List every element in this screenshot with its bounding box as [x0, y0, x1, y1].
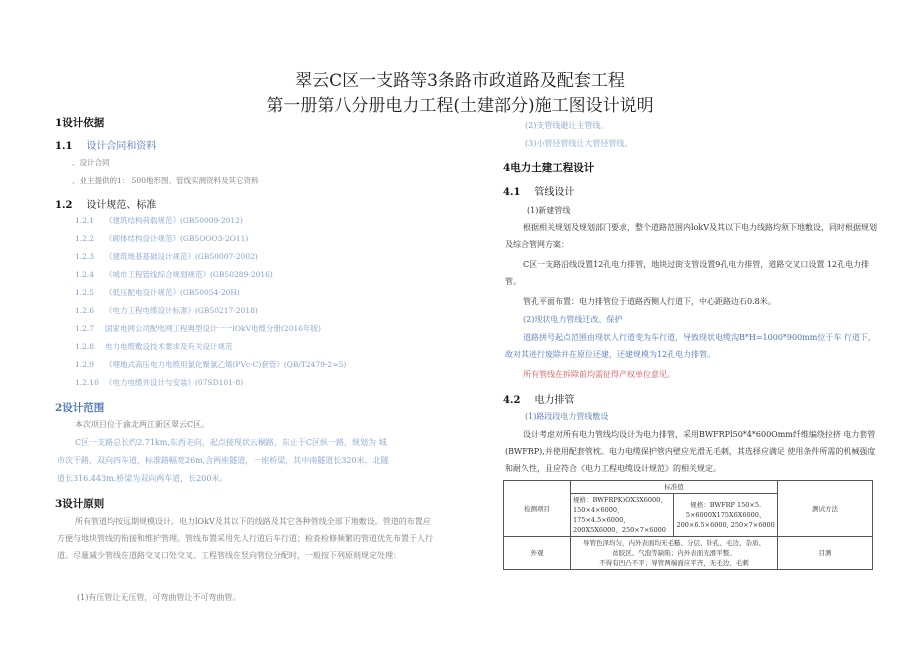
standard-item — [75, 269, 273, 280]
section-4-1-paragraph-4: 道路拼号起点范围由现状人行道变为车行道，导致现状电缆沟B*H=1000*900mm位于车 行道下，故对其进行废除并在原位还建，还建规模为12孔电力排管。 — [505, 333, 876, 359]
table-cell-standard — [571, 537, 778, 570]
section-1-heading: 1设计依据 — [55, 117, 105, 129]
section-4-1-paragraph-1: 根据相关规划及规划部门要求，整个道路范围内lokV及其以下电力线路均须下地敷设，同时根据规划及综合管网方案： — [505, 223, 877, 249]
standard-item — [75, 377, 243, 388]
section-4-heading: 4电力土建工程设计 — [503, 162, 595, 174]
section-1-2-number: 1.2 — [55, 200, 73, 211]
relocation-label: (2)现状电力管线迁改、保护 — [523, 315, 623, 324]
table-header-method: 测试方法 — [777, 481, 872, 537]
section-1-1-number: 1.1 — [55, 141, 73, 152]
appearance-line-1: 导管色泽均匀，内外表面均无毛糙、分层、针孔、毛边、杂质、 — [582, 539, 765, 547]
standard-text: 《砌体结构设计规范》(GB5OOO3-2O11) — [105, 234, 249, 243]
principle-2: (2)支管线避让主管线。 — [525, 121, 609, 130]
section-1-2-heading — [55, 196, 156, 211]
section-3-paragraph: 所有管道均按远期规模设计。电力lOkV及其以下的线路及其它各种管线全部下地敷设。管道的布置应方便与地块管线的衔接和维护管理。管线布置采用先人行道后车行道；检查检修频繁的管道优先布置于人行道。尽量减少管线在道路交叉口处交叉。工程管线在竖向管位分配时，一般按下列原则规定处理： — [57, 517, 433, 560]
standard-text: 《城市工程管线综合规划规范》(GB50289-2016) — [105, 270, 273, 279]
standard-text: 国家电网公司配电网工程典型设计一一lOkV电缆分册(2016年版) — [105, 324, 321, 333]
section-4-1-number: 4.1 — [503, 187, 521, 198]
section-1-1-heading — [55, 137, 156, 152]
table-cell-method: 目测 — [777, 537, 872, 570]
standard-number: 1.2.8 — [75, 342, 95, 351]
survey-data-item: 、业主提供的1： 500地形图、管线实测资料及其它资料 — [72, 176, 259, 185]
section-1-2-title: 设计规范、标准 — [86, 200, 157, 211]
standard-text: 《低压配电设计规范》(GB50054-20H) — [105, 288, 240, 297]
section-3-heading: 3设计原则 — [55, 498, 105, 510]
contract-item: 、设计合同 — [72, 158, 110, 167]
section-4-2-number: 4.2 — [503, 395, 521, 406]
standard-number: 1.2.3 — [75, 252, 95, 261]
standard-item — [75, 287, 240, 298]
table-header-standard: 标准值 — [571, 481, 778, 494]
section-1-1-title: 设计合同和资料 — [86, 141, 157, 152]
standard-item — [75, 305, 258, 316]
standard-number: 1.2.4 — [75, 270, 95, 279]
new-pipeline-label: (1)新建管线 — [527, 206, 571, 215]
section-4-2-item-1: (1)路段段电力管线敷设 — [525, 412, 609, 421]
standard-item — [75, 215, 243, 226]
standard-item — [75, 323, 321, 334]
section-2-paragraph-1: 本次项目位于渝北两江新区翠云C区。 — [75, 420, 210, 429]
table-cell-item: 外观 — [504, 537, 571, 570]
document-title-line1: 翠云C区一支路等3条路市政道路及配套工程 — [295, 71, 625, 91]
section-2-heading: 2设计范围 — [55, 402, 105, 414]
table-header-item: 检测项目 — [504, 481, 571, 537]
standard-number: 1.2.10 — [75, 378, 99, 387]
standard-text: 《电力电缆井设计与安装》(07SD101-8) — [105, 378, 244, 387]
appearance-line-2: 贫胶区、气泡等缺陷；内外表面光滑平整。 — [612, 549, 736, 557]
section-2-paragraph-2-line1: C区一支路总长约2.71km,东西走向，起点接现状云桐路，东止于C区纵一路，规划为 城 — [75, 438, 387, 447]
standard-item — [75, 251, 258, 262]
principle-1: (1)有压管让无压管，可弯曲管让不可弯曲管。 — [77, 593, 241, 602]
standard-item — [75, 341, 233, 352]
standard-number: 1.2.5 — [75, 288, 95, 297]
standard-text: 《建筑结构荷载规范》(GB50009-2012) — [105, 216, 243, 225]
standard-text: 电力电缆敷设技术要求及有关设计规范 — [105, 342, 233, 351]
section-4-1-title: 管线设计 — [534, 187, 575, 198]
document-title-line2: 第一册第八分册电力工程(土建部分)施工图设计说明 — [266, 96, 654, 116]
section-4-2-paragraph: 设计考虑对所有电力管线均设计为电力排管，采用BWFRPl50*4*600Omm纤维编绕拉挤 电力套管(BWFRP),并使用配套管枕。电力电缆保护管内壁应光滑无毛刺，其选择应满足 使用条件所需的机械强度和耐久性，且应符合《电力工程电缆设计规范》的相关规定。 — [505, 430, 876, 473]
section-4-1-paragraph-5: 所有管线在拆除前均需征得产权单位意见。 — [523, 370, 675, 379]
section-2-paragraph-2-line3: 道长316.443m,桥梁为双向两车道，长200米。 — [57, 474, 228, 483]
table-row — [504, 537, 873, 570]
section-4-2-heading — [503, 391, 574, 406]
principle-3: (3)小管径管线让大管径管线。 — [525, 139, 633, 148]
section-4-1-paragraph-3: 管孔平面布置：电力排管位于道路西侧人行道下，中心距路边石0.8米。 — [523, 297, 776, 306]
standard-number: 1.2.2 — [75, 234, 95, 243]
standard-item — [75, 359, 346, 370]
section-4-1-paragraph-2: C区一支路沿线设置12孔电力排管，地块过街支管设置9孔电力排管，道路交叉口设置 12孔电力排管。 — [505, 260, 870, 286]
standard-number: 1.2.6 — [75, 306, 95, 315]
section-4-2-title: 电力排管 — [534, 395, 575, 406]
standard-text: 《建筑地基基础设计规范》(GB50007-2002) — [105, 252, 258, 261]
standard-text: 《埋地式高压电力电缆用氯化聚氯乙烯(PVc-C)套管》(QB/T2479-2≈5) — [105, 360, 347, 369]
table-spec-2: 规格：BWFRP 150×5. 5×6000X175X6X6000、200×6.5×6000, 250×7×6000 — [674, 494, 778, 537]
standard-text: 《电力工程电缆设计标准》(GB50217-2018) — [105, 306, 258, 315]
section-4-1-heading — [503, 183, 574, 198]
standard-number: 1.2.7 — [75, 324, 95, 333]
standard-number: 1.2.1 — [75, 216, 95, 225]
standard-item — [75, 233, 248, 244]
table-spec-1: 规格：BWFRPK)OX3X6000、150×4×6000，175×4.5×6000，200X5X6000、250×7×6000 — [571, 494, 674, 537]
section-2-paragraph-2-line2: 市次干路，双向四车道，标准路幅宽26m,含两座隧道，一座桥梁，其中南隧道长320米，北隧 — [57, 456, 389, 465]
appearance-line-3: 不得有凹凸不平；导管两端面应平齐，无毛边、毛刺 — [599, 559, 749, 567]
table-row — [504, 481, 873, 494]
standard-number: 1.2.9 — [75, 360, 95, 369]
spec-table — [503, 480, 873, 570]
